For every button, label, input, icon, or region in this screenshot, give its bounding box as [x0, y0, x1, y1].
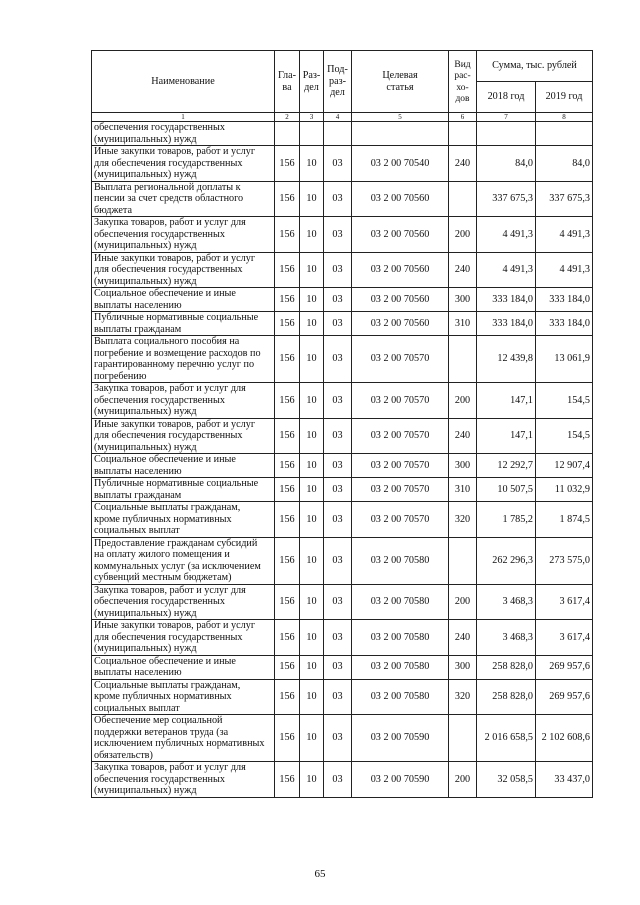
row-name: Закупка товаров, работ и услуг для обеспечения государственных (муниципальных) нужд	[92, 762, 275, 798]
row-name: Иные закупки товаров, работ и услуг для обеспечения государственных (муниципальных) нужд	[92, 146, 275, 182]
table-row	[92, 454, 593, 478]
row-razdel: 10	[300, 181, 324, 217]
row-vid: 240	[449, 620, 477, 656]
table-row	[92, 122, 593, 146]
row-amount-2018: 147,1	[477, 418, 536, 454]
row-glava: 156	[275, 383, 300, 419]
row-glava: 156	[275, 715, 300, 762]
row-podrazdel: 03	[324, 217, 352, 253]
row-vid: 200	[449, 383, 477, 419]
table-row	[92, 418, 593, 454]
row-amount-2018: 337 675,3	[477, 181, 536, 217]
row-target: 03 2 00 70570	[352, 336, 449, 383]
row-amount-2018: 32 058,5	[477, 762, 536, 798]
row-podrazdel: 03	[324, 418, 352, 454]
header-razdel: Раз- дел	[300, 51, 324, 113]
header-vid: Вид рас- хо- дов	[449, 51, 477, 113]
row-amount-2018: 258 828,0	[477, 679, 536, 715]
row-amount-2018: 12 439,8	[477, 336, 536, 383]
row-razdel: 10	[300, 252, 324, 288]
row-amount-2019: 33 437,0	[536, 762, 593, 798]
row-target: 03 2 00 70540	[352, 146, 449, 182]
row-target: 03 2 00 70560	[352, 288, 449, 312]
row-razdel: 10	[300, 502, 324, 538]
table-row	[92, 679, 593, 715]
row-razdel: 10	[300, 217, 324, 253]
row-amount-2018: 258 828,0	[477, 655, 536, 679]
row-amount-2019: 3 617,4	[536, 620, 593, 656]
row-target: 03 2 00 70560	[352, 181, 449, 217]
row-razdel: 10	[300, 336, 324, 383]
row-podrazdel: 03	[324, 454, 352, 478]
row-glava	[275, 122, 300, 146]
row-name: Публичные нормативные социальные выплаты гражданам	[92, 312, 275, 336]
row-vid	[449, 336, 477, 383]
row-glava: 156	[275, 584, 300, 620]
budget-table	[91, 50, 593, 798]
row-vid	[449, 537, 477, 584]
row-amount-2019: 4 491,3	[536, 217, 593, 253]
row-glava: 156	[275, 454, 300, 478]
row-amount-2018: 1 785,2	[477, 502, 536, 538]
row-name: обеспечения государственных (муниципальных) нужд	[92, 122, 275, 146]
row-podrazdel: 03	[324, 312, 352, 336]
row-amount-2019: 1 874,5	[536, 502, 593, 538]
row-podrazdel: 03	[324, 679, 352, 715]
row-name: Социальное обеспечение и иные выплаты населению	[92, 454, 275, 478]
row-razdel: 10	[300, 454, 324, 478]
row-amount-2019: 3 617,4	[536, 584, 593, 620]
row-name: Социальные выплаты гражданам, кроме публичных нормативных социальных выплат	[92, 679, 275, 715]
column-number: 4	[324, 113, 352, 122]
row-name: Иные закупки товаров, работ и услуг для обеспечения государственных (муниципальных) нужд	[92, 418, 275, 454]
row-razdel: 10	[300, 418, 324, 454]
row-target: 03 2 00 70590	[352, 762, 449, 798]
column-number: 8	[536, 113, 593, 122]
row-name: Социальное обеспечение и иные выплаты населению	[92, 288, 275, 312]
row-vid	[449, 181, 477, 217]
row-podrazdel: 03	[324, 383, 352, 419]
row-podrazdel: 03	[324, 537, 352, 584]
row-podrazdel: 03	[324, 146, 352, 182]
row-razdel: 10	[300, 537, 324, 584]
row-target: 03 2 00 70560	[352, 252, 449, 288]
row-amount-2019: 11 032,9	[536, 478, 593, 502]
row-target: 03 2 00 70580	[352, 620, 449, 656]
row-amount-2019: 2 102 608,6	[536, 715, 593, 762]
row-razdel: 10	[300, 383, 324, 419]
row-name: Иные закупки товаров, работ и услуг для обеспечения государственных (муниципальных) нужд	[92, 252, 275, 288]
row-target: 03 2 00 70570	[352, 418, 449, 454]
row-razdel: 10	[300, 312, 324, 336]
table-row	[92, 336, 593, 383]
table-row	[92, 312, 593, 336]
table-row	[92, 620, 593, 656]
row-podrazdel	[324, 122, 352, 146]
row-podrazdel: 03	[324, 181, 352, 217]
row-glava: 156	[275, 252, 300, 288]
row-podrazdel: 03	[324, 584, 352, 620]
column-number-row	[92, 113, 593, 122]
row-amount-2019: 337 675,3	[536, 181, 593, 217]
table-row	[92, 537, 593, 584]
table-row	[92, 762, 593, 798]
row-amount-2019: 12 907,4	[536, 454, 593, 478]
row-glava: 156	[275, 336, 300, 383]
row-glava: 156	[275, 620, 300, 656]
row-vid: 320	[449, 679, 477, 715]
row-vid: 320	[449, 502, 477, 538]
row-vid	[449, 122, 477, 146]
table-row	[92, 288, 593, 312]
table-row	[92, 146, 593, 182]
row-podrazdel: 03	[324, 502, 352, 538]
header-2018: 2018 год	[477, 82, 536, 113]
header-podrazdel: Под- раз- дел	[324, 51, 352, 113]
row-glava: 156	[275, 288, 300, 312]
row-name: Иные закупки товаров, работ и услуг для обеспечения государственных (муниципальных) нужд	[92, 620, 275, 656]
row-amount-2018: 10 507,5	[477, 478, 536, 502]
row-amount-2019: 154,5	[536, 418, 593, 454]
row-podrazdel: 03	[324, 715, 352, 762]
row-target: 03 2 00 70560	[352, 312, 449, 336]
page-number: 65	[314, 868, 326, 880]
row-name: Публичные нормативные социальные выплаты гражданам	[92, 478, 275, 502]
row-name: Закупка товаров, работ и услуг для обеспечения государственных (муниципальных) нужд	[92, 383, 275, 419]
row-amount-2018: 12 292,7	[477, 454, 536, 478]
row-target: 03 2 00 70580	[352, 584, 449, 620]
row-name: Социальное обеспечение и иные выплаты населению	[92, 655, 275, 679]
row-amount-2019: 333 184,0	[536, 288, 593, 312]
row-glava: 156	[275, 502, 300, 538]
row-amount-2019: 84,0	[536, 146, 593, 182]
row-vid: 240	[449, 418, 477, 454]
table-row	[92, 502, 593, 538]
row-vid: 200	[449, 762, 477, 798]
row-amount-2018: 262 296,3	[477, 537, 536, 584]
row-name: Выплата социального пособия на погребение и возмещение расходов по гарантированному перечню услуг по погребению	[92, 336, 275, 383]
row-glava: 156	[275, 679, 300, 715]
row-razdel: 10	[300, 655, 324, 679]
table-row	[92, 252, 593, 288]
column-number: 2	[275, 113, 300, 122]
row-amount-2018: 147,1	[477, 383, 536, 419]
row-amount-2019: 269 957,6	[536, 679, 593, 715]
row-glava: 156	[275, 181, 300, 217]
table-row	[92, 181, 593, 217]
row-amount-2018: 333 184,0	[477, 312, 536, 336]
table-row	[92, 584, 593, 620]
row-target: 03 2 00 70560	[352, 217, 449, 253]
row-glava: 156	[275, 217, 300, 253]
row-razdel	[300, 122, 324, 146]
column-number: 6	[449, 113, 477, 122]
header-name: Наименование	[92, 51, 275, 113]
row-amount-2018: 3 468,3	[477, 584, 536, 620]
row-razdel: 10	[300, 584, 324, 620]
row-name: Предоставление гражданам субсидий на оплату жилого помещения и коммунальных услуг (за исключением субвенций местным бюджетам)	[92, 537, 275, 584]
row-vid: 240	[449, 252, 477, 288]
row-razdel: 10	[300, 478, 324, 502]
column-number: 7	[477, 113, 536, 122]
row-vid: 300	[449, 655, 477, 679]
row-amount-2019: 273 575,0	[536, 537, 593, 584]
header-sum: Сумма, тыс. рублей	[477, 51, 593, 82]
row-podrazdel: 03	[324, 620, 352, 656]
table-row	[92, 383, 593, 419]
row-target: 03 2 00 70570	[352, 454, 449, 478]
header-2019: 2019 год	[536, 82, 593, 113]
row-podrazdel: 03	[324, 252, 352, 288]
row-razdel: 10	[300, 715, 324, 762]
row-glava: 156	[275, 312, 300, 336]
row-vid: 310	[449, 478, 477, 502]
header-target: Целевая статья	[352, 51, 449, 113]
row-amount-2018: 2 016 658,5	[477, 715, 536, 762]
row-razdel: 10	[300, 762, 324, 798]
row-amount-2018	[477, 122, 536, 146]
row-target: 03 2 00 70590	[352, 715, 449, 762]
row-amount-2018: 3 468,3	[477, 620, 536, 656]
column-number: 3	[300, 113, 324, 122]
row-razdel: 10	[300, 146, 324, 182]
row-name: Закупка товаров, работ и услуг для обеспечения государственных (муниципальных) нужд	[92, 217, 275, 253]
row-vid: 200	[449, 217, 477, 253]
row-target: 03 2 00 70580	[352, 537, 449, 584]
row-target: 03 2 00 70580	[352, 679, 449, 715]
row-glava: 156	[275, 478, 300, 502]
row-vid: 200	[449, 584, 477, 620]
row-amount-2018: 4 491,3	[477, 252, 536, 288]
row-amount-2019	[536, 122, 593, 146]
row-name: Обеспечение мер социальной поддержки ветеранов труда (за исключением публичных нормативных обязательств)	[92, 715, 275, 762]
row-name: Социальные выплаты гражданам, кроме публичных нормативных социальных выплат	[92, 502, 275, 538]
row-vid: 300	[449, 288, 477, 312]
row-podrazdel: 03	[324, 478, 352, 502]
row-podrazdel: 03	[324, 762, 352, 798]
header-glava: Гла- ва	[275, 51, 300, 113]
row-razdel: 10	[300, 620, 324, 656]
row-podrazdel: 03	[324, 336, 352, 383]
row-razdel: 10	[300, 679, 324, 715]
table-row	[92, 655, 593, 679]
row-amount-2019: 154,5	[536, 383, 593, 419]
row-amount-2018: 84,0	[477, 146, 536, 182]
row-glava: 156	[275, 418, 300, 454]
row-vid: 300	[449, 454, 477, 478]
table-row	[92, 217, 593, 253]
row-target: 03 2 00 70570	[352, 383, 449, 419]
table-row	[92, 715, 593, 762]
row-podrazdel: 03	[324, 655, 352, 679]
row-glava: 156	[275, 762, 300, 798]
table-row	[92, 478, 593, 502]
column-number: 5	[352, 113, 449, 122]
row-podrazdel: 03	[324, 288, 352, 312]
column-number: 1	[92, 113, 275, 122]
row-target	[352, 122, 449, 146]
row-amount-2019: 13 061,9	[536, 336, 593, 383]
row-amount-2019: 269 957,6	[536, 655, 593, 679]
row-glava: 156	[275, 146, 300, 182]
row-amount-2018: 4 491,3	[477, 217, 536, 253]
row-vid	[449, 715, 477, 762]
row-vid: 240	[449, 146, 477, 182]
row-razdel: 10	[300, 288, 324, 312]
row-glava: 156	[275, 655, 300, 679]
row-glava: 156	[275, 537, 300, 584]
table-body	[92, 122, 593, 798]
row-name: Закупка товаров, работ и услуг для обеспечения государственных (муниципальных) нужд	[92, 584, 275, 620]
row-amount-2019: 4 491,3	[536, 252, 593, 288]
row-vid: 310	[449, 312, 477, 336]
row-target: 03 2 00 70580	[352, 655, 449, 679]
row-target: 03 2 00 70570	[352, 478, 449, 502]
row-amount-2019: 333 184,0	[536, 312, 593, 336]
row-name: Выплата региональной доплаты к пенсии за счет средств областного бюджета	[92, 181, 275, 217]
row-target: 03 2 00 70570	[352, 502, 449, 538]
row-amount-2018: 333 184,0	[477, 288, 536, 312]
